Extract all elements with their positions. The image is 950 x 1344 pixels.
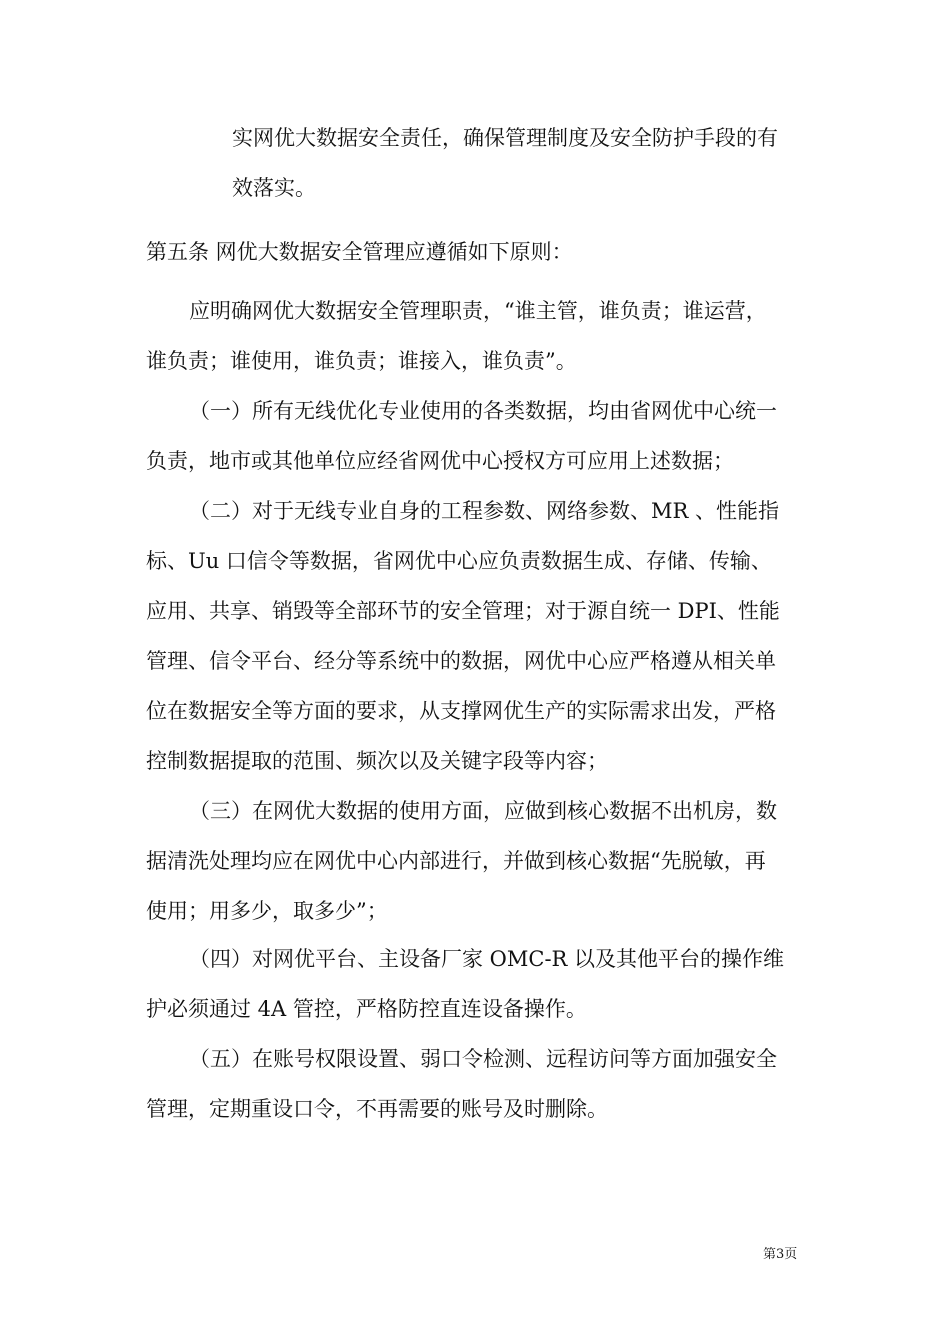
body-line: 实网优大数据安全责任，确保管理制度及安全防护手段的有	[232, 126, 778, 150]
article-heading: 第五条 网优大数据安全管理应遵循如下原则：	[146, 240, 573, 264]
body-line: 控制数据提取的范围、频次以及关键字段等内容；	[146, 749, 608, 773]
body-line: 负责，地市或其他单位应经省网优中心授权方可应用上述数据；	[146, 449, 734, 473]
body-line: （四）对网优平台、主设备厂家 OMC-R 以及其他平台的操作维	[189, 947, 785, 971]
body-line: 管理，定期重设口令，不再需要的账号及时删除。	[146, 1097, 608, 1121]
body-line: （五）在账号权限设置、弱口令检测、远程访问等方面加强安全	[189, 1047, 777, 1071]
body-line: 位在数据安全等方面的要求，从支撑网优生产的实际需求出发，严格	[146, 699, 776, 723]
body-line: 应用、共享、销毁等全部环节的安全管理；对于源自统一 DPI、性能	[146, 599, 780, 623]
body-line: （一）所有无线优化专业使用的各类数据，均由省网优中心统一	[189, 399, 777, 423]
body-line: 谁负责；谁使用，谁负责；谁接入，谁负责”。	[146, 349, 577, 373]
body-line: 标、Uu 口信令等数据，省网优中心应负责数据生成、存储、传输、	[146, 549, 772, 573]
body-line: 应明确网优大数据安全管理职责，“谁主管，谁负责；谁运营，	[189, 299, 767, 323]
body-line: （二）对于无线专业自身的工程参数、网络参数、MR 、性能指	[189, 499, 779, 523]
body-line: 效落实。	[232, 176, 316, 200]
page-number: 第3页	[763, 1247, 798, 1262]
body-line: 使用；用多少，取多少”；	[146, 899, 388, 923]
body-line: 护必须通过 4A 管控，严格防控直连设备操作。	[146, 997, 587, 1021]
body-line: 管理、信令平台、经分等系统中的数据，网优中心应严格遵从相关单	[146, 649, 776, 673]
body-line: （三）在网优大数据的使用方面，应做到核心数据不出机房，数	[189, 799, 777, 823]
body-line: 据清洗处理均应在网优中心内部进行，并做到核心数据“先脱敏，再	[146, 849, 766, 873]
